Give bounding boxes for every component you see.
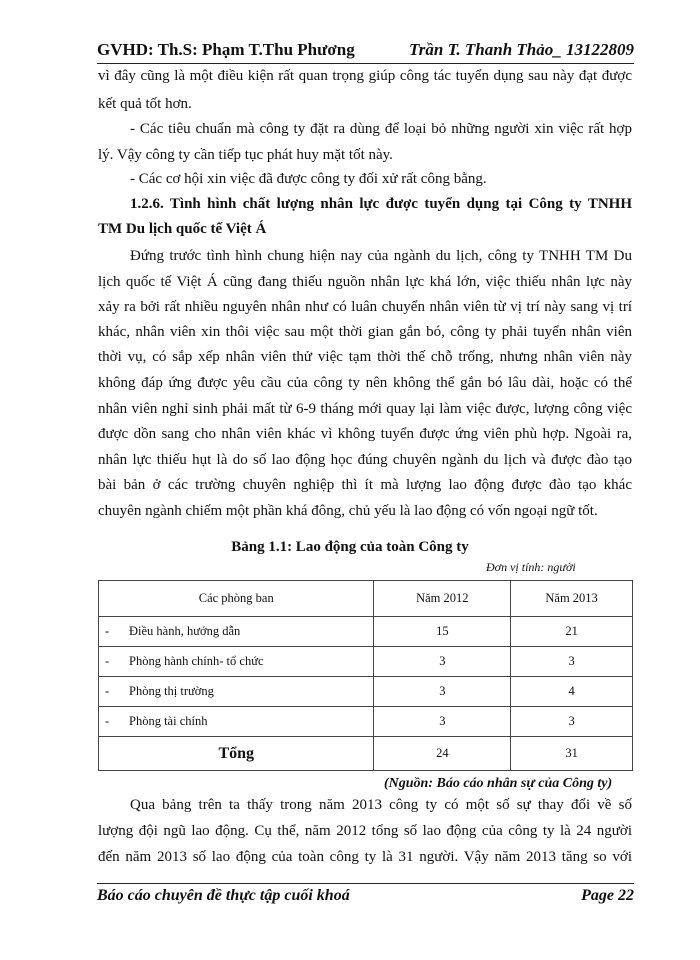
total-label: Tổng — [99, 737, 374, 771]
table-row — [99, 617, 633, 647]
value-cell: 3 — [511, 707, 633, 737]
value-cell: 3 — [374, 677, 511, 707]
value-cell: 21 — [511, 617, 633, 647]
value-cell: 3 — [374, 647, 511, 677]
bullet-line: - Các cơ hội xin việc đã được công ty đối xử rất công bằng. — [130, 171, 487, 187]
value-cell: 3 — [511, 647, 633, 677]
paragraph-line: Qua bảng trên ta thấy trong năm 2013 công ty có một số sự thay đổi về số — [130, 797, 632, 813]
paragraph-line: lượng đội ngũ lao động. Cụ thể, năm 2012 tổng số lao động của công ty là 24 người — [98, 823, 632, 839]
total-value: 31 — [511, 737, 633, 771]
footer-title: Báo cáo chuyên đề thực tập cuối khoá — [97, 887, 350, 904]
paragraph-line: được dồn sang cho nhân viên khác vì không tuyển được ứng viên phù hợp. Ngoài ra, — [98, 426, 632, 442]
paragraph-line: xảy ra bởi rất nhiều nguyên nhân như có luân chuyển nhân viên từ vị trí này sang vị trí — [98, 299, 632, 315]
paragraph-line: khác, nhân viên xin thôi việc sau một thời gian gắn bó, công ty phải tuyển nhân viên — [98, 324, 632, 340]
paragraph-line: lịch quốc tế Việt Á cũng đang thiếu nguồn nhân lực khá lớn, việc thiếu nhân lực này — [98, 274, 632, 290]
value-cell: 15 — [374, 617, 511, 647]
paragraph-line: bài bản ở các trường chuyên nghiệp thì ít mà lượng lao động được đào tạo khác — [98, 477, 632, 493]
department-cell: - Phòng tài chính — [99, 707, 374, 737]
paragraph-line: nhân viên nghỉ sinh phải mất từ 6-9 tháng mới quay lại làm việc được, lượng công việc — [98, 401, 632, 417]
footer-divider — [97, 883, 634, 884]
department-cell: - Điều hành, hướng dẫn — [99, 617, 374, 647]
page-header — [97, 40, 634, 64]
section-heading: 1.2.6. Tình hình chất lượng nhân lực được tuyển dụng tại Công ty TNHH — [130, 196, 632, 212]
paragraph-line: Đứng trước tình hình chung hiện nay của ngành du lịch, công ty TNHH TM Du — [130, 248, 632, 264]
table-total-row — [99, 737, 633, 771]
table-row — [99, 647, 633, 677]
header-advisor: GVHD: Th.S: Phạm T.Thu Phương — [97, 40, 355, 59]
table-source: (Nguồn: Báo cáo nhân sự của Công ty) — [384, 776, 613, 791]
department-cell: - Phòng hành chính- tổ chức — [99, 647, 374, 677]
bullet-line: - Các tiêu chuẩn mà công ty đặt ra dùng để loại bỏ những người xin việc rất hợp — [130, 121, 632, 137]
table-unit: Đơn vị tính: người — [486, 560, 576, 574]
body-line: kết quả tốt hơn. — [98, 96, 192, 112]
table-title: Bảng 1.1: Lao động của toàn Công ty — [231, 539, 469, 555]
labor-table — [98, 580, 633, 771]
column-header: Năm 2013 — [511, 581, 633, 617]
column-header: Các phòng ban — [99, 581, 374, 617]
header-author: Trần T. Thanh Thảo_ 13122809 — [409, 40, 634, 59]
page-number: Page 22 — [581, 887, 634, 904]
paragraph-line: không đáp ứng được yêu cầu của công ty nên không thể gắn bó lâu dài, hoặc có thể — [98, 375, 632, 391]
paragraph-line: nhân lực thiếu hụt là do số lao động học đúng chuyên ngành du lịch và được đào tạo — [98, 452, 632, 468]
body-line: vì đây cũng là một điều kiện rất quan trọng giúp công tác tuyển dụng sau này đạt được — [98, 68, 632, 84]
total-value: 24 — [374, 737, 511, 771]
table-header-row — [99, 581, 633, 617]
value-cell: 3 — [374, 707, 511, 737]
value-cell: 4 — [511, 677, 633, 707]
paragraph-line: đến năm 2013 số lao động của toàn công ty là 31 người. Vậy năm 2013 tăng so với — [98, 849, 632, 865]
column-header: Năm 2012 — [374, 581, 511, 617]
department-cell: - Phòng thị trường — [99, 677, 374, 707]
paragraph-line: thời vụ, có sắp xếp nhân viên thử việc tạm thời thế chỗ trống, nhưng nhân viên này — [98, 349, 632, 365]
table-row — [99, 707, 633, 737]
section-heading: TM Du lịch quốc tế Việt Á — [98, 221, 267, 237]
bullet-line: lý. Vậy công ty cần tiếp tục phát huy mặt tốt này. — [98, 147, 393, 163]
paragraph-line: chuyên ngành chiếm một phần khá đông, chủ yếu là lao động có vốn ngoại ngữ tốt. — [98, 503, 598, 519]
table-row — [99, 677, 633, 707]
